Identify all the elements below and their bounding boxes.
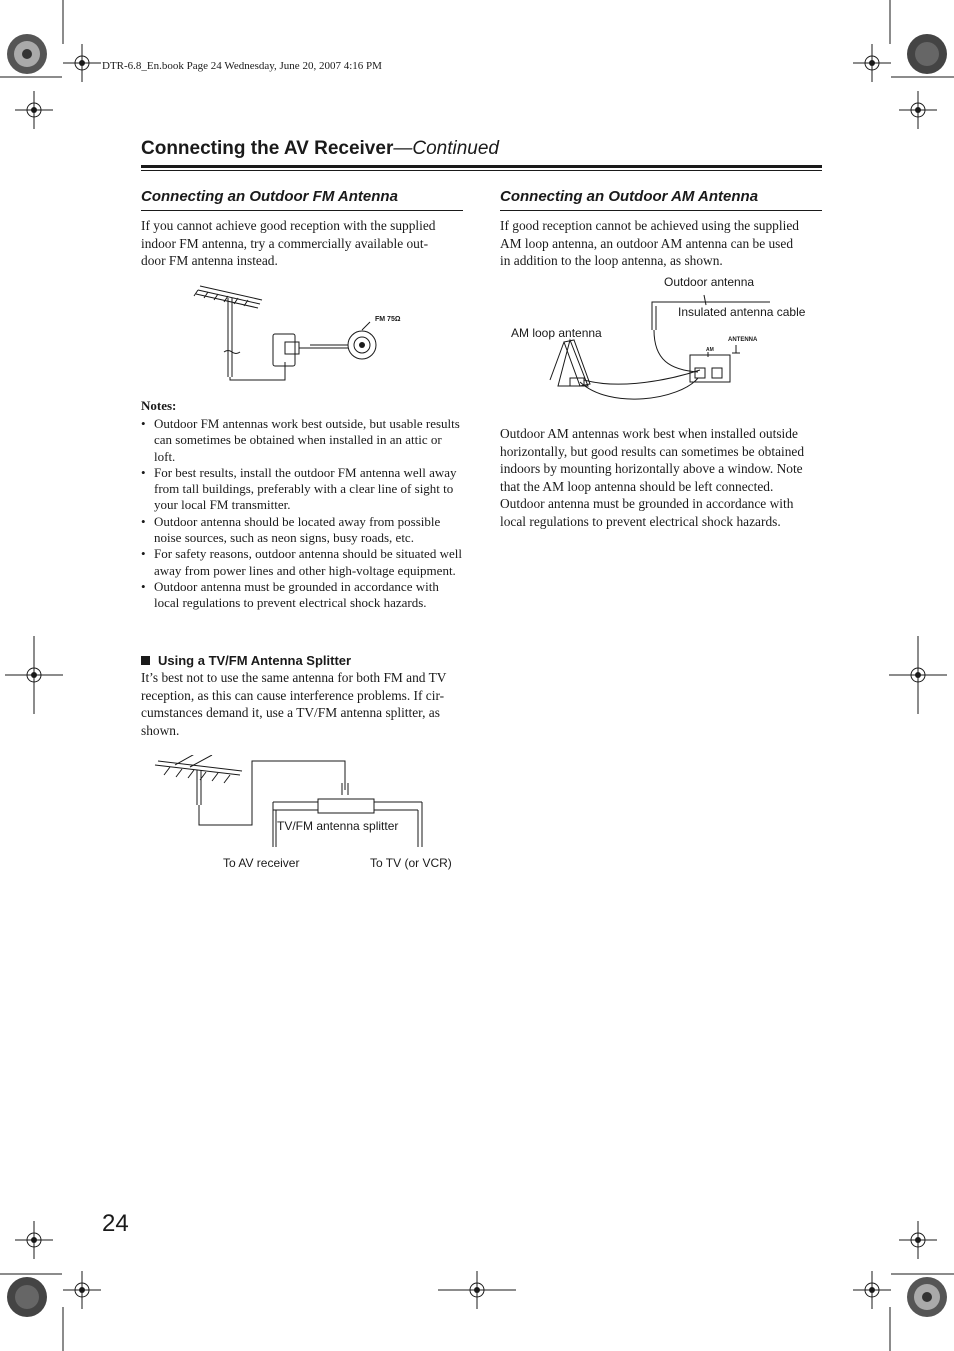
am-intro-line: in addition to the loop antenna, as shown. xyxy=(500,253,723,268)
antenna-tag: ANTENNA xyxy=(728,337,758,343)
splitter-line: shown. xyxy=(141,722,180,738)
am-intro xyxy=(500,217,830,270)
title-rule-thin xyxy=(141,170,822,171)
splitter-line: reception, as this can cause interference problems. If cir- xyxy=(141,687,445,703)
fm-terminal-label: FM 75Ω xyxy=(375,316,401,323)
note-item: • Outdoor antenna must be grounded in accordance with local regulations to prevent electrical shock hazards. xyxy=(141,579,466,612)
square-bullet-icon xyxy=(141,656,150,665)
note-item: • Outdoor FM antennas work best outside, but usable results can sometimes be obtained when installed in an attic or loft. xyxy=(141,416,466,465)
page-title-text: Connecting the AV Receiver xyxy=(141,138,394,159)
fm-intro-line: If you cannot achieve good reception with the supplied xyxy=(141,218,436,233)
fm-section-title: Connecting an Outdoor FM Antenna xyxy=(141,188,398,205)
splitter-paragraph xyxy=(141,669,476,739)
to-tv-label: To TV (or VCR) xyxy=(370,856,452,870)
am-antenna-diagram xyxy=(540,290,790,405)
splitter-line: cumstances demand it, use a TV/FM antenna splitter, as xyxy=(141,705,440,720)
am-body-line: that the AM loop antenna should be left connected. xyxy=(500,478,774,494)
note-item: • For best results, install the outdoor FM antenna well away from tall buildings, preferably with a clear line of sight to your local FM transmitter. xyxy=(141,465,466,514)
am-body-line: indoors by mounting horizontally above a window. Note xyxy=(500,461,803,476)
outdoor-antenna-label: Outdoor antenna xyxy=(664,275,755,289)
notes-list xyxy=(141,416,466,612)
am-intro-line: AM loop antenna, an outdoor AM antenna can be used xyxy=(500,235,794,251)
fm-antenna-diagram xyxy=(190,282,450,387)
splitter-label: TV/FM antenna splitter xyxy=(277,819,399,833)
am-section-title: Connecting an Outdoor AM Antenna xyxy=(500,188,759,205)
am-body-line: horizontally, but good results can sometimes be obtained xyxy=(500,443,805,459)
fm-intro xyxy=(141,217,471,270)
insulated-cable-label: Insulated antenna cable xyxy=(678,305,806,319)
fm-intro-line: indoor FM antenna, try a commercially available out- xyxy=(141,235,429,251)
fm-section-rule xyxy=(141,210,463,211)
am-loop-label: AM loop antenna xyxy=(511,326,602,340)
note-item: • For safety reasons, outdoor antenna should be situated well away from power lines and other high-voltage equipment. xyxy=(141,546,466,579)
splitter-line: It’s best not to use the same antenna for both FM and TV xyxy=(141,670,447,685)
am-section-rule xyxy=(500,210,822,211)
fm-intro-line: door FM antenna instead. xyxy=(141,253,278,268)
splitter-heading xyxy=(141,653,351,668)
notes-title: Notes: xyxy=(141,398,177,413)
am-body-line: local regulations to prevent electrical shock hazards. xyxy=(500,513,781,529)
page-title-suffix: —Continued xyxy=(393,138,499,159)
file-info-line: DTR-6.8_En.book Page 24 Wednesday, June 20, 2007 4:16 PM xyxy=(102,60,382,72)
splitter-heading-text: Using a TV/FM Antenna Splitter xyxy=(158,653,352,668)
am-tag: AM xyxy=(706,347,714,353)
to-av-receiver-label: To AV receiver xyxy=(223,856,300,870)
am-body-line: Outdoor AM antennas work best when installed outside xyxy=(500,426,798,441)
am-body-line: Outdoor antenna must be grounded in accordance with xyxy=(500,496,794,511)
splitter-diagram xyxy=(150,755,450,855)
page-title xyxy=(141,138,499,160)
am-intro-line: If good reception cannot be achieved using the supplied xyxy=(500,218,799,233)
page-number: 24 xyxy=(102,1210,129,1237)
am-body xyxy=(500,425,830,530)
note-item: • Outdoor antenna should be located away from possible noise sources, such as neon signs, busy roads, etc. xyxy=(141,514,466,547)
title-rule xyxy=(141,165,822,168)
